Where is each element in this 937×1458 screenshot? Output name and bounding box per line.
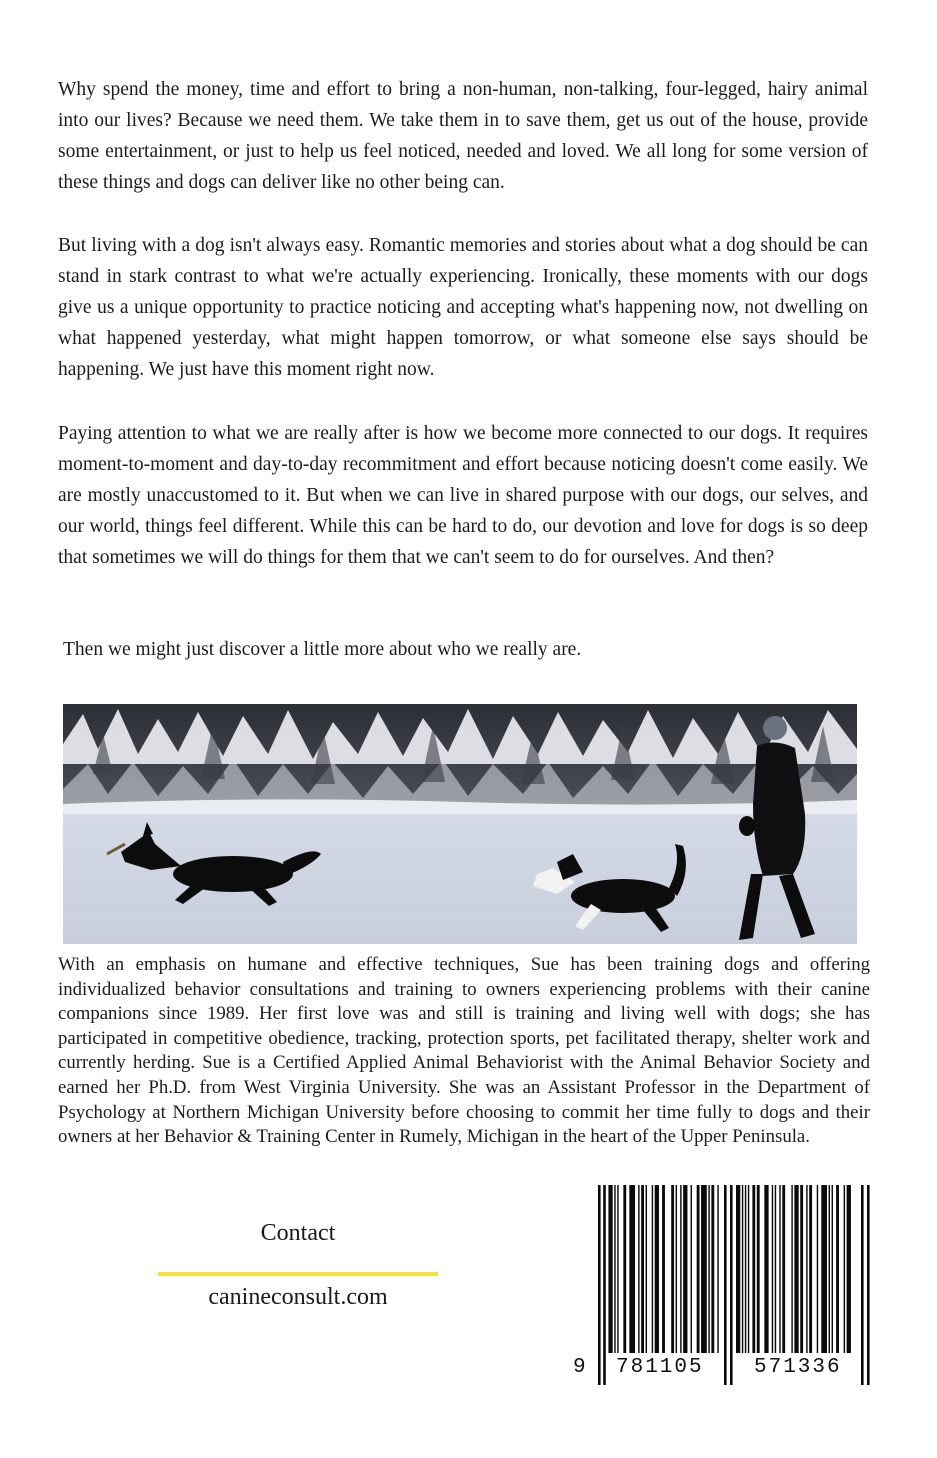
barcode-bar: [748, 1185, 749, 1353]
barcode-bar: [691, 1185, 692, 1353]
barcode-bar: [701, 1185, 707, 1353]
barcode-bar: [717, 1185, 718, 1353]
blurb-closing-line: Then we might just discover a little more about who we really are.: [63, 639, 582, 660]
barcode-guard-bar: [603, 1185, 606, 1385]
barcode-guard-bar: [861, 1185, 864, 1385]
barcode-bar: [757, 1185, 760, 1353]
barcode-bar: [736, 1185, 740, 1353]
blurb-paragraph-1: Why spend the money, time and effort to bring a non-human, non-talking, four-legged, hairy animal into our lives? Because we need them. We take them in to save them, get us out of the house, provide some entertainment, or just to help us feel noticed, needed and loved. We all long for some version of these things and dogs can deliver like no other being can.: [58, 79, 868, 193]
isbn-barcode: [566, 1180, 883, 1392]
barcode-bar: [817, 1185, 818, 1353]
barcode-bar: [794, 1185, 798, 1353]
snow-dogs-photo: [63, 704, 857, 944]
barcode-first-digit: 9: [573, 1356, 588, 1379]
barcode-bar: [752, 1185, 755, 1353]
barcode-right-group: 571336: [754, 1356, 842, 1379]
barcode-guard-bar: [730, 1185, 733, 1385]
barcode-bar: [836, 1185, 839, 1353]
barcode-bar: [641, 1185, 644, 1353]
barcode-bar: [646, 1185, 647, 1353]
barcode-bar: [800, 1185, 803, 1353]
barcode-bar: [683, 1185, 687, 1353]
barcode-bar: [779, 1185, 780, 1353]
contact-website[interactable]: canineconsult.com: [208, 1284, 388, 1310]
barcode-bar: [821, 1185, 827, 1353]
contact-divider: [158, 1272, 438, 1276]
barcode-bar: [617, 1185, 618, 1353]
barcode-bar: [655, 1185, 659, 1353]
barcode-bar: [809, 1185, 812, 1353]
barcode-bar: [680, 1185, 681, 1353]
barcode-bar: [662, 1185, 665, 1353]
barcode-bar: [791, 1185, 792, 1353]
barcode-bar: [708, 1185, 709, 1353]
barcode-bar: [745, 1185, 746, 1353]
barcode-bar: [832, 1185, 833, 1353]
barcode-bar: [829, 1185, 830, 1353]
barcode-bar: [629, 1185, 635, 1353]
barcode-bar: [671, 1185, 674, 1353]
barcode-guard-bar: [867, 1185, 870, 1385]
barcode-bar: [676, 1185, 677, 1353]
blurb-paragraph-3: Paying attention to what we are really after is how we become more connected to our dogs. It requires moment-to-moment and day-to-day recommitment and effort because noticing doesn't come easily. We are mostly unaccustomed to it. But when we can live in shared purpose with our dogs, our selves, and our world, things feel different. While this can be hard to do, our devotion and love for dogs is so deep that sometimes we will do things for them that we can't seem to do for ourselves. And then?: [58, 423, 868, 568]
barcode-bar: [638, 1185, 639, 1353]
barcode-bar: [623, 1185, 626, 1353]
barcode-bar: [844, 1185, 845, 1353]
barcode-bar: [806, 1185, 807, 1353]
barcode-bar: [652, 1185, 653, 1353]
barcode-bar: [711, 1185, 714, 1353]
barcode-bar: [614, 1185, 615, 1353]
barcode-guard-bar: [598, 1185, 601, 1385]
barcode-bar: [782, 1185, 785, 1353]
barcode-left-group: 781105: [616, 1356, 704, 1379]
barcode-bar: [764, 1185, 768, 1353]
author-bio: With an emphasis on humane and effective techniques, Sue has been training dogs and offering individualized behavior consultations and training to owners experiencing problems with their canine companions since 1989. Her first love was and still is training and living well with dogs; she has participated in competitive obedience, tracking, protection sports, pet facilitated therapy, shelter work and currently herding. Sue is a Certified Applied Animal Behaviorist with the Animal Behavior Society and earned her Ph.D. from West Virginia University. She was an Assistant Professor in the Department of Psychology at Northern Michigan University before choosing to commit her time fully to dogs and their owners at her Behavior & Training Center in Rumely, Michigan in the heart of the Upper Peninsula.: [58, 954, 870, 1148]
barcode-bar: [772, 1185, 773, 1353]
barcode-bar: [697, 1185, 700, 1353]
barcode-bar: [847, 1185, 851, 1353]
blurb-paragraph-2: But living with a dog isn't always easy. Romantic memories and stories about what a dog should be can stand in stark contrast to what we're actually experiencing. Ironically, these moments with our dogs give us a unique opportunity to practice noticing and accepting what's happening now, not dwelling on what happened yesterday, what might happen tomorrow, or what someone else says should be happening. We just have this moment right now.: [58, 235, 868, 380]
barcode-guard-bar: [724, 1185, 727, 1385]
contact-heading: Contact: [260, 1220, 336, 1246]
barcode-bar: [608, 1185, 612, 1353]
barcode-bar: [742, 1185, 743, 1353]
barcode-bar: [775, 1185, 776, 1353]
